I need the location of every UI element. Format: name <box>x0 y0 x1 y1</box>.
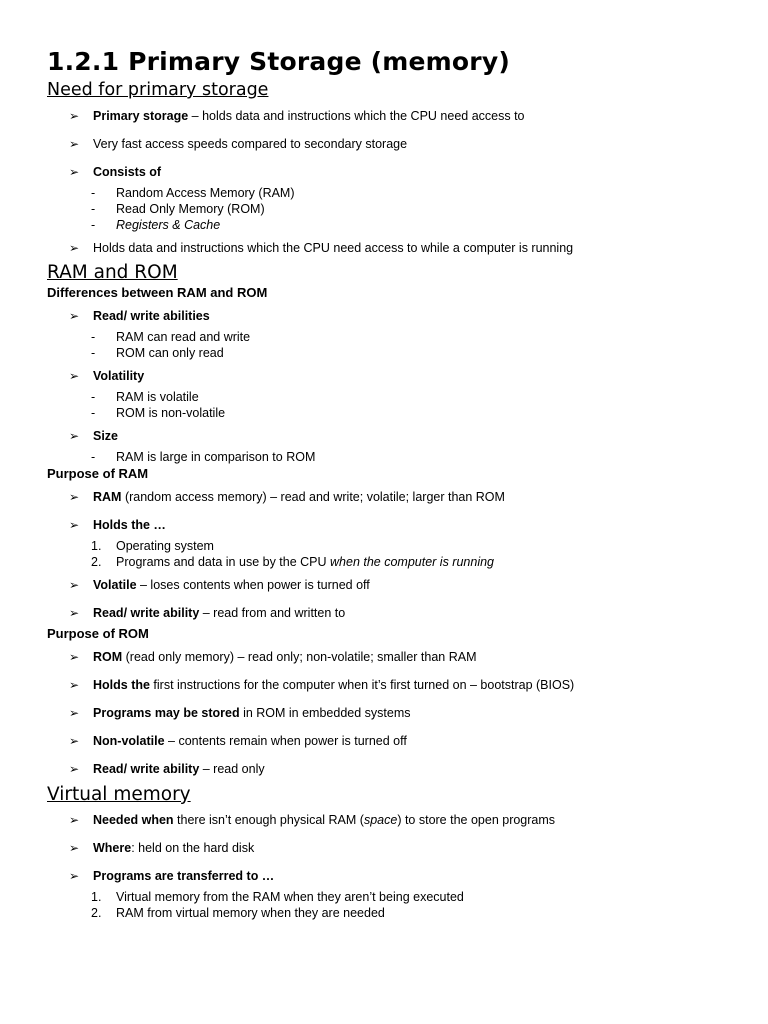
arrow-bullet-icon: ➢ <box>69 518 80 532</box>
arrow-bullet-icon: ➢ <box>69 813 80 827</box>
section-heading-need: Need for primary storage <box>47 80 269 100</box>
sub-list-item: - RAM can read and write <box>91 330 251 344</box>
list-item: ➢ Volatility <box>69 369 145 383</box>
list-item: ➢ Consists of <box>69 165 162 179</box>
arrow-bullet-icon: ➢ <box>69 309 80 323</box>
sub-list-item: - RAM is large in comparison to ROM <box>91 450 316 464</box>
arrow-bullet-icon: ➢ <box>69 841 80 855</box>
page-title: 1.2.1 Primary Storage (memory) <box>47 47 510 76</box>
sub-list-item: - Random Access Memory (RAM) <box>91 186 295 200</box>
sub-list-item: - ROM is non-volatile <box>91 406 226 420</box>
arrow-bullet-icon: ➢ <box>69 241 80 255</box>
list-item: ➢ Holds the … <box>69 518 166 532</box>
list-item: ➢ Read/ write ability – read from and written to <box>69 606 346 620</box>
list-item: ➢ Primary storage – holds data and instructions which the CPU need access to <box>69 109 525 123</box>
arrow-bullet-icon: ➢ <box>69 165 80 179</box>
list-item: ➢ ROM (read only memory) – read only; non-volatile; smaller than RAM <box>69 650 477 664</box>
sub-list-item: - RAM is volatile <box>91 390 199 404</box>
numbered-item: 2. RAM from virtual memory when they are needed <box>91 906 385 920</box>
arrow-bullet-icon: ➢ <box>69 606 80 620</box>
subheading-differences: Differences between RAM and ROM <box>47 285 268 300</box>
arrow-bullet-icon: ➢ <box>69 490 80 504</box>
numbered-item: 1. Virtual memory from the RAM when they aren’t being executed <box>91 890 464 904</box>
list-item: ➢ Read/ write abilities <box>69 309 210 323</box>
list-item: ➢ Read/ write ability – read only <box>69 762 265 776</box>
list-item: ➢ Programs may be stored in ROM in embedded systems <box>69 706 411 720</box>
list-item: ➢ Holds data and instructions which the CPU need access to while a computer is running <box>69 241 574 255</box>
list-item: ➢ Non-volatile – contents remain when power is turned off <box>69 734 407 748</box>
sub-list-item: - ROM can only read <box>91 346 224 360</box>
arrow-bullet-icon: ➢ <box>69 109 80 123</box>
arrow-bullet-icon: ➢ <box>69 578 80 592</box>
list-item: ➢ Needed when there isn’t enough physical RAM (space) to store the open programs <box>69 813 556 827</box>
arrow-bullet-icon: ➢ <box>69 762 80 776</box>
numbered-item: 2. Programs and data in use by the CPU when the computer is running <box>91 555 494 569</box>
list-item: ➢ RAM (random access memory) – read and write; volatile; larger than ROM <box>69 490 505 504</box>
list-item: ➢ Where: held on the hard disk <box>69 841 255 855</box>
arrow-bullet-icon: ➢ <box>69 734 80 748</box>
arrow-bullet-icon: ➢ <box>69 678 80 692</box>
subheading-purpose-rom: Purpose of ROM <box>47 626 149 641</box>
arrow-bullet-icon: ➢ <box>69 369 80 383</box>
arrow-bullet-icon: ➢ <box>69 706 80 720</box>
list-item: ➢ Size <box>69 429 119 443</box>
arrow-bullet-icon: ➢ <box>69 429 80 443</box>
sub-list-item: - Read Only Memory (ROM) <box>91 202 265 216</box>
section-heading-ram-rom: RAM and ROM <box>47 262 178 283</box>
arrow-bullet-icon: ➢ <box>69 137 80 151</box>
arrow-bullet-icon: ➢ <box>69 650 80 664</box>
subheading-purpose-ram: Purpose of RAM <box>47 466 149 481</box>
sub-list-item: - Registers & Cache <box>91 218 221 232</box>
list-item: ➢ Volatile – loses contents when power is turned off <box>69 578 370 592</box>
list-item: ➢ Programs are transferred to … <box>69 869 275 883</box>
section-heading-virtual-memory: Virtual memory <box>47 784 191 805</box>
numbered-item: 1. Operating system <box>91 539 214 553</box>
arrow-bullet-icon: ➢ <box>69 869 80 883</box>
list-item: ➢ Very fast access speeds compared to secondary storage <box>69 137 408 151</box>
list-item: ➢ Holds the first instructions for the computer when it’s first turned on – bootstrap (BIOS) <box>69 678 575 692</box>
